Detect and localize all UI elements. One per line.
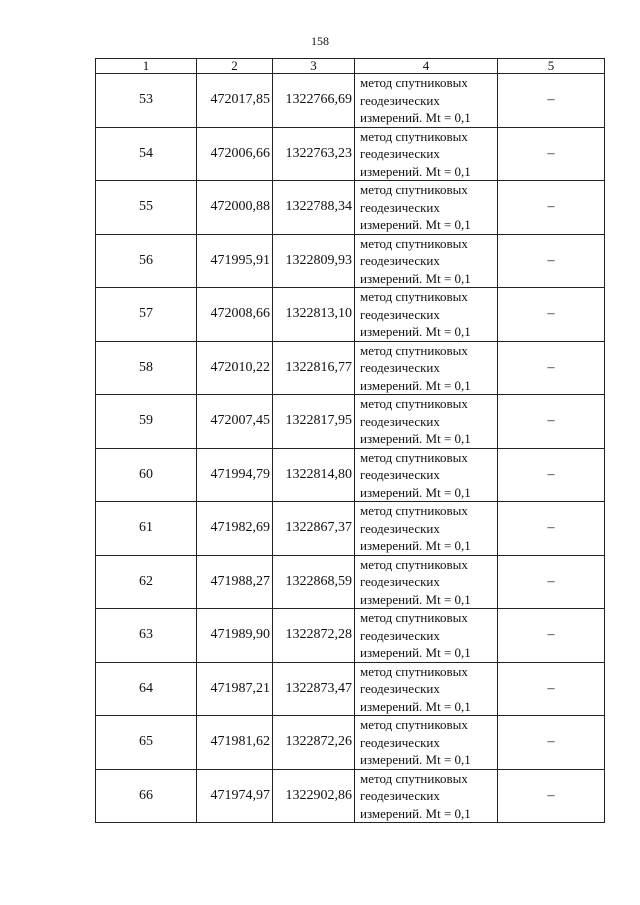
y-coordinate-cell: 1322766,69 [273,74,355,128]
coordinates-table [95,58,605,823]
method-text-line: измерений. Mt = 0,1 [360,217,471,232]
method-text-line: метод спутниковых [360,235,468,251]
y-coordinate-cell: 1322809,93 [273,234,355,288]
method-text-line: измерений. Mt = 0,1 [360,431,471,446]
method-cell [355,395,498,449]
table-row [96,555,605,609]
table-row [96,502,605,556]
note-cell: – [498,181,605,235]
note-cell: – [498,448,605,502]
note-cell: – [498,555,605,609]
column-header: 3 [273,59,355,74]
method-text-line: измерений. Mt = 0,1 [360,110,471,125]
table-row [96,288,605,342]
table-row [96,769,605,823]
method-text-line: геодезических [360,360,440,375]
x-coordinate-cell: 472007,45 [197,395,273,449]
point-number-cell: 62 [96,555,197,609]
x-coordinate-cell: 471989,90 [197,609,273,663]
note-cell: – [498,127,605,181]
method-text-line: метод спутниковых [360,182,468,197]
table-body [96,74,605,823]
column-header: 2 [197,59,273,74]
x-coordinate-cell: 472008,66 [197,288,273,342]
y-coordinate-cell: 1322763,23 [273,127,355,181]
method-text-line: измерений. Mt = 0,1 [360,698,471,714]
method-cell [355,502,498,556]
method-text-line: геодезических [360,627,440,643]
method-text-line: геодезических [360,146,440,161]
method-text-line: метод спутниковых [360,770,468,786]
x-coordinate-cell: 471982,69 [197,502,273,556]
method-text-line: геодезических [360,734,440,750]
method-text-line: измерений. Mt = 0,1 [360,270,471,286]
method-text-line: измерений. Mt = 0,1 [360,805,471,821]
x-coordinate-cell: 471994,79 [197,448,273,502]
method-cell [355,341,498,395]
table-row [96,74,605,128]
method-cell [355,448,498,502]
x-coordinate-cell: 471988,27 [197,555,273,609]
y-coordinate-cell: 1322817,95 [273,395,355,449]
method-text-line: измерений. Mt = 0,1 [360,752,471,767]
method-text-line: метод спутниковых [360,128,468,144]
method-cell [355,662,498,716]
note-cell: – [498,395,605,449]
method-text-line: метод спутниковых [360,663,468,679]
x-coordinate-cell: 471995,91 [197,234,273,288]
method-text-line: метод спутниковых [360,396,468,411]
method-text-line: измерений. Mt = 0,1 [360,377,471,393]
point-number-cell: 66 [96,769,197,823]
method-cell [355,716,498,770]
note-cell: – [498,234,605,288]
table-row [96,716,605,770]
note-cell: – [498,502,605,556]
method-text-line: измерений. Mt = 0,1 [360,324,471,339]
point-number-cell: 65 [96,716,197,770]
point-number-cell: 57 [96,288,197,342]
method-text-line: геодезических [360,199,440,215]
point-number-cell: 64 [96,662,197,716]
method-cell [355,609,498,663]
x-coordinate-cell: 471987,21 [197,662,273,716]
point-number-cell: 53 [96,74,197,128]
method-text-line: метод спутниковых [360,556,468,572]
method-cell [355,74,498,128]
point-number-cell: 54 [96,127,197,181]
column-header: 4 [355,59,498,74]
y-coordinate-cell: 1322816,77 [273,341,355,395]
point-number-cell: 55 [96,181,197,235]
y-coordinate-cell: 1322902,86 [273,769,355,823]
method-text-line: геодезических [360,92,440,108]
y-coordinate-cell: 1322813,10 [273,288,355,342]
method-text-line: измерений. Mt = 0,1 [360,484,471,500]
table-row [96,395,605,449]
y-coordinate-cell: 1322872,26 [273,716,355,770]
method-text-line: геодезических [360,520,440,536]
table-row [96,448,605,502]
x-coordinate-cell: 472000,88 [197,181,273,235]
method-text-line: геодезических [360,467,440,482]
method-cell [355,181,498,235]
method-text-line: измерений. Mt = 0,1 [360,538,471,553]
method-text-line: метод спутниковых [360,503,468,518]
method-text-line: метод спутниковых [360,449,468,465]
method-cell [355,555,498,609]
note-cell: – [498,769,605,823]
y-coordinate-cell: 1322873,47 [273,662,355,716]
method-cell [355,234,498,288]
method-text-line: метод спутниковых [360,289,468,304]
y-coordinate-cell: 1322788,34 [273,181,355,235]
x-coordinate-cell: 471974,97 [197,769,273,823]
method-text-line: метод спутниковых [360,342,468,358]
table-header-row [96,59,605,74]
method-text-line: геодезических [360,253,440,268]
y-coordinate-cell: 1322867,37 [273,502,355,556]
table-row [96,181,605,235]
point-number-cell: 59 [96,395,197,449]
point-number-cell: 63 [96,609,197,663]
x-coordinate-cell: 472017,85 [197,74,273,128]
method-text-line: геодезических [360,306,440,322]
method-cell [355,769,498,823]
note-cell: – [498,74,605,128]
point-number-cell: 56 [96,234,197,288]
note-cell: – [498,341,605,395]
table-row [96,662,605,716]
x-coordinate-cell: 472006,66 [197,127,273,181]
method-text-line: геодезических [360,574,440,589]
note-cell: – [498,662,605,716]
point-number-cell: 61 [96,502,197,556]
table-row [96,609,605,663]
y-coordinate-cell: 1322868,59 [273,555,355,609]
method-cell [355,127,498,181]
note-cell: – [498,288,605,342]
x-coordinate-cell: 472010,22 [197,341,273,395]
column-header: 5 [498,59,605,74]
method-text-line: измерений. Mt = 0,1 [360,591,471,607]
point-number-cell: 60 [96,448,197,502]
method-text-line: геодезических [360,681,440,696]
method-text-line: измерений. Mt = 0,1 [360,645,471,660]
method-text-line: измерений. Mt = 0,1 [360,163,471,179]
method-text-line: геодезических [360,788,440,803]
x-coordinate-cell: 471981,62 [197,716,273,770]
method-text-line: метод спутниковых [360,717,468,732]
note-cell: – [498,716,605,770]
y-coordinate-cell: 1322814,80 [273,448,355,502]
y-coordinate-cell: 1322872,28 [273,609,355,663]
table-row [96,341,605,395]
page-number: 158 [311,34,329,48]
table-row [96,127,605,181]
column-header: 1 [96,59,197,74]
point-number-cell: 58 [96,341,197,395]
method-text-line: метод спутниковых [360,610,468,625]
note-cell: – [498,609,605,663]
method-text-line: метод спутниковых [360,75,468,90]
method-text-line: геодезических [360,413,440,429]
table-row [96,234,605,288]
method-cell [355,288,498,342]
